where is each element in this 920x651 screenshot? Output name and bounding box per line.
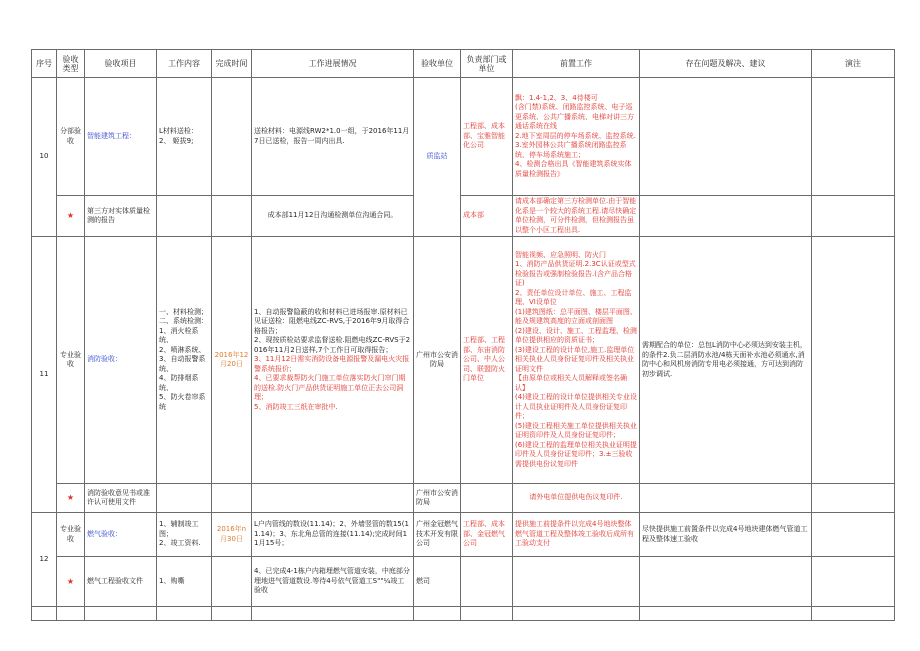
row10b-note [812, 196, 895, 237]
header-unit: 验收单位 [414, 50, 461, 78]
header-seq: 序号 [32, 50, 57, 78]
row11-content [157, 237, 212, 484]
row11-item: 消防验收： [85, 237, 157, 484]
row12-content-line: 2、竣工资料. [159, 539, 201, 548]
table-row [32, 78, 895, 196]
table-row [32, 557, 895, 607]
row11-content-line: 4、防排烟系统、 [159, 374, 199, 392]
row12-dept: 工程部、成本部、金冠燃气公司 [461, 513, 513, 557]
row11b-content [157, 484, 212, 513]
row11-progress-line: 1、自动报警隐蔽的收和材料已进场报审.原材料已见证送检：阻燃电线ZC-RVS,于2016年9月取得合格报告； [254, 307, 410, 335]
row12-content [157, 513, 212, 557]
row11-pre-line: (5)建设工程相关施工单位提供相关执业证明资印件及人员身份证复印件； [515, 421, 637, 440]
header-note: 演注 [812, 50, 895, 78]
row11-content-line: 2、喷淋系统、 [159, 345, 206, 354]
row10-type: 分部验收 [57, 78, 85, 196]
row12-progress: L户内管线的数设(11.14)；2、外墙竖管的数15(11.14)；3、东北角总管的连接(11.14);完成时间11月15号； [252, 513, 414, 557]
row10-item: 智能建筑工程： [85, 78, 157, 196]
row11b-issues [640, 484, 812, 513]
star-icon: ★ [57, 557, 85, 607]
header-dept: 负责部门或单位 [461, 50, 513, 78]
row10-pre [513, 78, 640, 196]
row11-pre-line: 1、消防产品供货证明.2.3C认证或型式检验报告或强制检验报告.(含产品合格证) [515, 260, 636, 288]
empty-cell [812, 607, 895, 621]
table-row [32, 484, 895, 513]
row11-unit: 广州市公安消防局 [414, 237, 461, 484]
row10-progress: 送检材料：电源线RW2*1.0一组，于2016年11月7日已送检，报告一周内出具. [252, 78, 414, 196]
row11-progress [252, 237, 414, 484]
empty-cell [513, 607, 640, 621]
acceptance-table [31, 49, 895, 621]
header-item: 验收项目 [85, 50, 157, 78]
row11b-progress [252, 484, 414, 513]
row12b-dept [461, 557, 513, 607]
row11-pre-line: 2、责任单位设计单位、施工、工程监理、VI设单位 [515, 288, 632, 307]
row11-content-line: 二、系统检测： [159, 317, 208, 326]
header-progress: 工作进展情况 [252, 50, 414, 78]
row11-pre-line: (1)建筑图纸：总平面图、楼层平面图、能及规建筑高度的立面或剖面图 [515, 307, 637, 326]
row12b-progress: 4、已完成4-1栋户内箱埋燃气管道安装，中庭部分埋地进气管道数设.等待4号依气管道工S""¼竣工验收 [252, 557, 414, 607]
empty-cell [32, 607, 57, 621]
row11-issues: 需期配合的单位：总包L消防中心必须达到安装主机，的条件2.负二层消防水池/4栋天面补水池必须通水,消防中心和风机房消防专用电必须接通，方可达到消防初步调试. [640, 237, 812, 484]
row11-note [812, 237, 895, 484]
row12b-issues [640, 557, 812, 607]
table-row [32, 237, 895, 484]
header-row [32, 50, 895, 78]
row11b-pre: 请外电单位提供电伤议复印件. [513, 484, 640, 513]
row11-pre-line: (3)建设工程的设计单位,施工.监理单位相关执业人员身份证复印件及相关执业证明文件 [515, 345, 635, 373]
row10b-item: 第三方对实体质量检测的报告 [85, 196, 157, 237]
row10b-issues [640, 196, 812, 237]
row11-pre-line: (6)建设工程的监理单位相关执业证明提印件及人员身份证复印件；3.±三验收需提供电份议复印件 [515, 440, 637, 468]
empty-cell [157, 607, 212, 621]
row10b-dept: 成本部 [461, 196, 513, 237]
header-type: 验收类型 [57, 50, 85, 78]
row12b-item: 燃气工程验收文件 [85, 557, 157, 607]
table-row [32, 607, 895, 621]
row11-content-line: 一、材料检测； [159, 307, 208, 316]
row12-content-line: 1、辅制竣工图； [159, 520, 199, 538]
row11-dept: 工程部、工程部、东宙消防公司、中人公司、联盟防火门单位 [461, 237, 513, 484]
header-content: 工作内容 [157, 50, 212, 78]
row10-seq: 10 [32, 78, 57, 237]
row10-pre-line: 飘：1.4-1,2、3、4待楼可 [515, 93, 598, 102]
row11-pre-line: 智能视频、应急照明、防火门 [515, 250, 606, 259]
row12-time: 2016年n月30日 [212, 513, 252, 557]
row12b-time [212, 557, 252, 607]
row11-content-line: 3、自动报警系统、 [159, 355, 206, 373]
row11-pre-line: 【由原单位或相关人员解释或签名确认】 [515, 374, 627, 392]
row10-pre-line: (含门禁)系统、闭路监控系统、电子巡更系统、公共广播系统、电梯对讲三方通话系统在线 [515, 103, 634, 131]
row11-pre [513, 237, 640, 484]
row11-progress-line: 4、已要求裁帮防火门施工单位落实防火门帘门期的送检.防火门产品供货证明施工单位正去公司洞理； [254, 374, 406, 402]
row12b-pre [513, 557, 640, 607]
empty-cell [212, 607, 252, 621]
row12-item: 燃气验收： [85, 513, 157, 557]
row11-progress-line: 5、消防竣工三纸在审批中. [254, 402, 338, 411]
row11-pre-line: (2)建设、设计、施工、工程监理、检测单位提供相应的资质证书； [515, 326, 637, 345]
row11-pre-line: (4)建设工程的设计单位提供相关专业设计人员执业证明件及人员身份证复印件； [515, 393, 637, 421]
row10b-content [157, 196, 212, 237]
row10-unit: 质监站 [414, 78, 461, 237]
row10-content: L材料送检：2、 姬拔9; [157, 78, 212, 196]
row10-dept: 工程部、成本部、宝雅智能化公司 [461, 78, 513, 196]
row12-type: 专业验收 [57, 513, 85, 557]
row10b-pre: 请成本部确定第三方检测单位.由于智能化系是一个较大的系统工程.请尽快确定单位检测，可分件检测，但检测报告虽以整个小区工程出具. [513, 196, 640, 237]
header-precondition: 前置工作 [513, 50, 640, 78]
row12b-note [812, 557, 895, 607]
row11-time: 2016年12月20日 [212, 237, 252, 484]
row12-note [812, 513, 895, 557]
header-issues: 存在问题及解决、建议 [640, 50, 812, 78]
row10-pre-line: 2.地下室周层的停车场系统、监控系统.3.室外园林公共广播系统闭路监控系统、停车场系统施工； [515, 131, 636, 159]
row10b-time [212, 196, 252, 237]
row10-note [812, 78, 895, 196]
empty-cell [461, 607, 513, 621]
row11b-unit: 广州市公安消防局 [414, 484, 461, 513]
row12-unit: 广州金冠燃气技术开发有限公司 [414, 513, 461, 557]
row12b-content: 1、购嘶 [157, 557, 212, 607]
row11b-note [812, 484, 895, 513]
row11b-item: 消防验收意见书或准许认可使用文件 [85, 484, 157, 513]
table-row [32, 513, 895, 557]
row11-type: 专业验收 [57, 237, 85, 484]
empty-cell [85, 607, 157, 621]
empty-cell [414, 607, 461, 621]
star-icon: ★ [57, 196, 85, 237]
row12-issues: 尽快提供施工前置条件以完成4号地块建体燃气管道工程及整体速工验收 [640, 513, 812, 557]
row12-seq: 12 [32, 513, 57, 607]
header-time: 完成时间 [212, 50, 252, 78]
empty-cell [252, 607, 414, 621]
row11-content-line: 1、消火栓系统、 [159, 326, 199, 345]
empty-cell [640, 607, 812, 621]
row10b-progress: 成本部11月12日沟通检测单位沟通合同。 [252, 196, 414, 237]
row11-seq: 11 [32, 237, 57, 513]
empty-cell [57, 607, 85, 621]
row12-pre: 提供施工前提条件以完成4号地块整体燃气管道工程及整体竣工验收后成所有工验动支付 [513, 513, 640, 557]
row10-time [212, 78, 252, 196]
row11-progress-line: 2、现按质检站要求监督送检.阻燃电线ZC-RVS于2016年11月2日送样,7个工作日可取得报告； [254, 336, 411, 354]
row10-pre-line: 4、检测合格出具《智能建筑系统实体质量检测报告》 [515, 160, 632, 178]
row12b-unit: 燃司 [414, 557, 461, 607]
row11b-time [212, 484, 252, 513]
row11b-dept [461, 484, 513, 513]
row11-progress-line: 3、11月12日需实消防设备电源报警及漏电火灾报警系统报价； [254, 355, 410, 373]
row11-content-line: 5、防火卷帘系统 [159, 393, 206, 411]
row10-issues [640, 78, 812, 196]
table-row [32, 196, 895, 237]
star-icon: ★ [57, 484, 85, 513]
